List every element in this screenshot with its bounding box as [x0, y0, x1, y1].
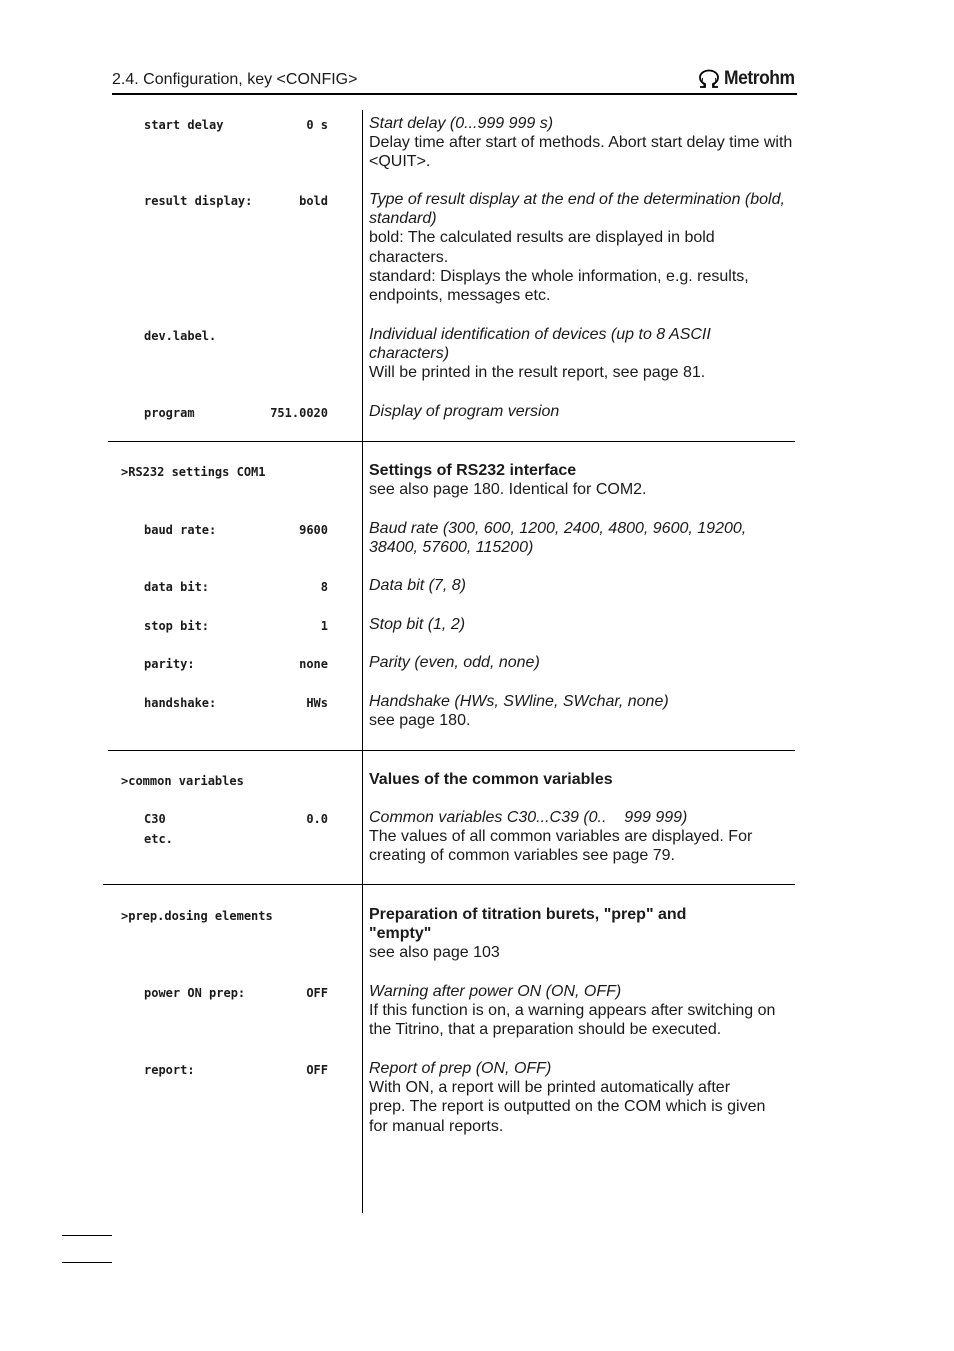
param-value: 0 s — [306, 118, 328, 132]
section-key: >RS232 settings COM1 — [121, 465, 266, 479]
param-description — [369, 402, 794, 421]
param-value: 1 — [320, 619, 328, 633]
param-description — [369, 190, 794, 305]
description-text: see page 180. — [369, 712, 471, 730]
section-description — [369, 905, 749, 963]
param-value: bold — [299, 194, 328, 208]
section-divider — [103, 884, 795, 885]
param-description — [369, 519, 794, 557]
param-key: C30 — [144, 812, 166, 826]
param-key: data bit: — [144, 580, 210, 594]
param-description — [369, 114, 794, 172]
param-key-continuation: etc. — [144, 832, 173, 846]
section-description — [369, 770, 794, 789]
description-title: Parity (even, odd, none) — [369, 654, 540, 671]
description-text: bold: The calculated results are displayed in bold characters. — [369, 229, 715, 266]
param-key: power ON prep: — [144, 986, 246, 1000]
param-value: 8 — [320, 580, 328, 594]
description-title: Display of program version — [369, 403, 560, 420]
param-description — [369, 982, 794, 1040]
param-key: report: — [144, 1063, 195, 1077]
param-value: 0.0 — [306, 812, 328, 826]
metrohm-logo — [697, 66, 801, 92]
param-description — [369, 615, 794, 634]
section-divider — [108, 441, 795, 442]
logo-text: Metrohm — [724, 68, 795, 89]
param-key: stop bit: — [144, 619, 210, 633]
param-value: none — [299, 657, 328, 671]
param-description — [369, 692, 794, 730]
description-text: see also page 180. Identical for COM2. — [369, 481, 647, 499]
param-description — [369, 653, 794, 672]
param-value: HWs — [306, 696, 328, 710]
section-divider — [108, 750, 795, 751]
description-text: With ON, a report will be printed automatically after prep. The report is outputted on the COM which is given for manual reports. — [369, 1079, 766, 1135]
param-description — [369, 1059, 769, 1136]
description-title: Handshake (HWs, SWline, SWchar, none) — [369, 693, 669, 710]
footer-rule — [62, 1262, 112, 1263]
omega-logo-icon — [697, 69, 721, 89]
page-header-title: 2.4. Configuration, key <CONFIG> — [112, 71, 358, 88]
param-value: OFF — [306, 986, 328, 1000]
footer-rule — [62, 1235, 112, 1236]
description-title: Common variables C30...C39 (0.. 999 999) — [369, 809, 688, 826]
param-key: program — [144, 406, 195, 420]
param-description — [369, 576, 794, 595]
description-text: standard: Displays the whole information, e.g. results, endpoints, messages etc. — [369, 267, 749, 305]
section-description — [369, 461, 794, 499]
description-text: The values of all common variables are displayed. For creating of common variables see page 79. — [369, 828, 753, 865]
section-title: Preparation of titration burets, "prep" and "empty" — [369, 906, 687, 943]
description-title: Baud rate (300, 600, 1200, 2400, 4800, 9600, 19200, 38400, 57600, 115200) — [369, 520, 747, 557]
param-key: parity: — [144, 657, 195, 671]
section-title: Values of the common variables — [369, 771, 613, 788]
description-title: Type of result display at the end of the determination (bold, standard) — [369, 191, 785, 228]
description-title: Report of prep (ON, OFF) — [369, 1060, 552, 1077]
param-key: start delay — [144, 118, 224, 132]
param-key: handshake: — [144, 696, 217, 710]
description-title: Warning after power ON (ON, OFF) — [369, 983, 622, 1000]
param-key: dev.label. — [144, 329, 217, 343]
param-value: 751.0020 — [270, 406, 328, 420]
param-key: result display: — [144, 194, 253, 208]
description-text: If this function is on, a warning appears after switching on the Titrino, that a preparation should be executed. — [369, 1002, 776, 1039]
param-value: OFF — [306, 1063, 328, 1077]
param-description — [369, 808, 794, 866]
description-title: Data bit (7, 8) — [369, 577, 466, 594]
param-key: baud rate: — [144, 523, 217, 537]
column-divider — [362, 110, 363, 1213]
section-title: Settings of RS232 interface — [369, 462, 577, 479]
section-key: >prep.dosing elements — [121, 909, 273, 923]
description-text: Will be printed in the result report, see page 81. — [369, 364, 706, 382]
param-value: 9600 — [299, 523, 328, 537]
param-description — [369, 325, 794, 383]
description-title: Individual identification of devices (up to 8 ASCII characters) — [369, 326, 711, 363]
description-title: Start delay (0...999 999 s) — [369, 115, 554, 132]
header-rule — [112, 93, 797, 95]
section-key: >common variables — [121, 774, 244, 788]
description-title: Stop bit (1, 2) — [369, 616, 466, 633]
description-text: see also page 103 — [369, 944, 500, 962]
description-text: Delay time after start of methods. Abort start delay time with <QUIT>. — [369, 134, 793, 171]
